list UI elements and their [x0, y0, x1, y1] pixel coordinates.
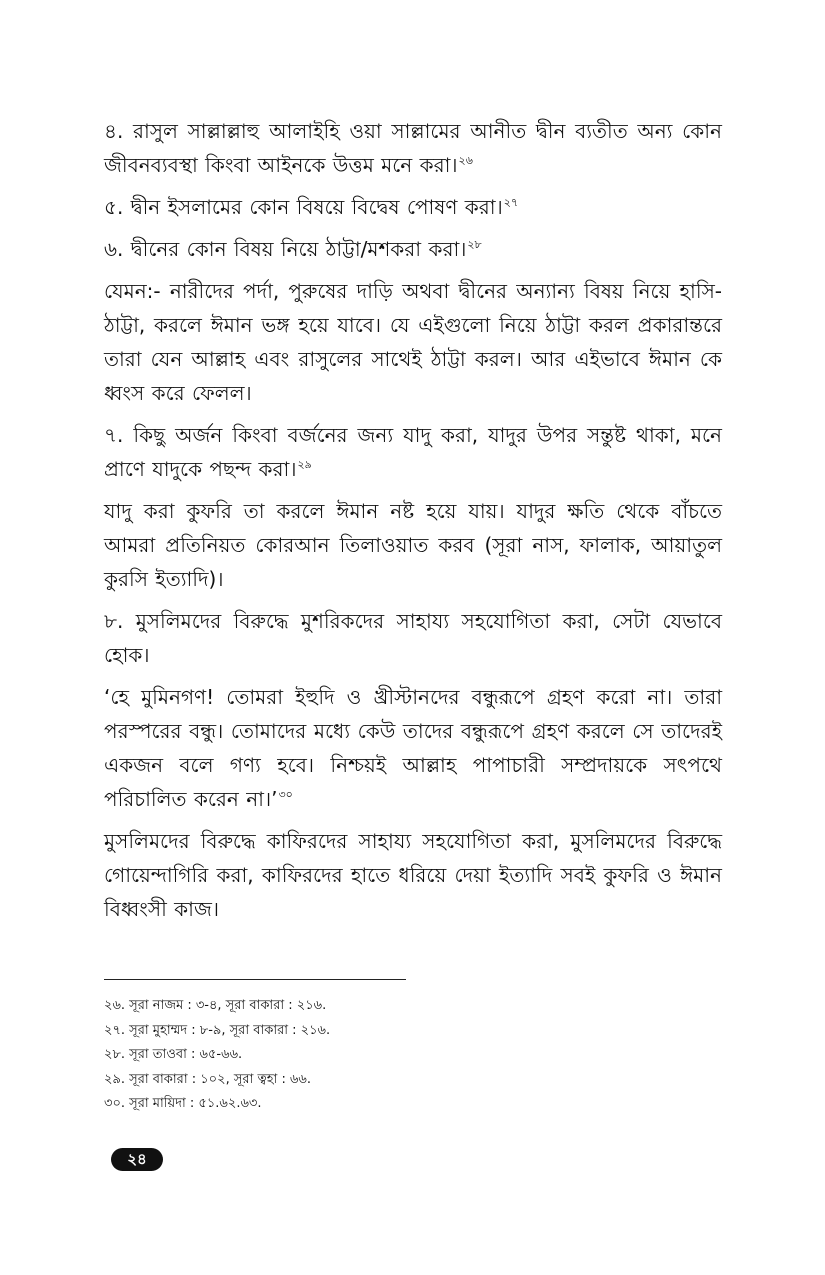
paragraph-point-8 [104, 604, 722, 672]
paragraph-magic [104, 494, 722, 596]
footnote-28: ২৮. সূরা তাওবা : ৬৫-৬৬. [104, 1047, 243, 1062]
footnote-ref[interactable]: ২৮ [467, 238, 482, 252]
footnote-27: ২৭. সূরা মুহাম্মদ : ৮-৯, সূরা বাকারা : ২১৬. [104, 1022, 331, 1038]
footnote-list [104, 994, 604, 1117]
footnote-ref[interactable]: ২৬ [458, 154, 473, 168]
paragraph-text: ‘হে মুমিনগণ! তোমরা ইহুদি ও খ্রীস্টানদের বন্ধুরূপে গ্রহণ করো না। তারা পরস্পরের বন্ধু। তোমাদের মধ্যে কেউ তাদের বন্ধুরূপে গ্রহণ করলে সে তাদেরই একজন বলে গণ্য হবে। নিশ্চয়ই আল্লাহ পাপাচারী সম্প্রদায়কে সৎপথে পরিচালিত করেন না।’ [104, 685, 722, 811]
footnote-26: ২৬. সূরা নাজম : ৩-৪, সূরা বাকারা : ২১৬. [104, 998, 327, 1013]
paragraph-point-7 [104, 418, 722, 486]
footnote-ref[interactable]: ২৯ [297, 458, 312, 472]
paragraph-text: ৪. রাসুল সাল্লাল্লাহু আলাইহি ওয়া সাল্লামের আনীত দ্বীন ব্যতীত অন্য কোন জীবনব্যবস্থা কিংবা আইনকে উত্তম মনে করা। [104, 119, 722, 177]
footnote-ref[interactable]: ৩০ [278, 788, 293, 802]
paragraph-text: মুসলিমদের বিরুদ্ধে কাফিরদের সাহায্য সহযোগিতা করা, মুসলিমদের বিরুদ্ধে গোয়েন্দাগিরি করা, কাফিরদের হাতে ধরিয়ে দেয়া ইত্যাদি সবই কুফরি ও ঈমান বিধ্বংসী কাজ। [104, 829, 722, 921]
footnote-divider [104, 979, 406, 980]
paragraph-quote [104, 680, 722, 816]
paragraph-text: যাদু করা কুফরি তা করলে ঈমান নষ্ট হয়ে যায়। যাদুর ক্ষতি থেকে বাঁচতে আমরা প্রতিনিয়ত কোরআন তিলাওয়াত করব (সূরা নাস, ফালাক, আয়াতুল কুরসি ইত্যাদি)। [104, 499, 722, 591]
paragraph-text: ৬. দ্বীনের কোন বিষয় নিয়ে ঠাট্টা/মশকরা করা। [104, 237, 467, 261]
paragraph-text: ৮. মুসলিমদের বিরুদ্ধে মুশরিকদের সাহায্য সহযোগিতা করা, সেটা যেভাবে হোক। [104, 609, 722, 667]
paragraph-text: ৭. কিছু অর্জন কিংবা বর্জনের জন্য যাদু করা, যাদুর উপর সন্তুষ্ট থাকা, মনে প্রাণে যাদুকে পছন্দ করা। [104, 423, 722, 481]
paragraph-text: যেমন:- নারীদের পর্দা, পুরুষের দাড়ি অথবা দ্বীনের অন্যান্য বিষয় নিয়ে হাসি-ঠাট্টা, করলে ঈমান ভঙ্গ হয়ে যাবে। যে এইগুলো নিয়ে ঠাট্টা করল প্রকারান্তরে তারা যেন আল্লাহ এবং রাসুলের সাথেই ঠাট্টা করল। আর এইভাবে ঈমান কে ধ্বংস করে ফেলল। [104, 279, 722, 405]
paragraph-example [104, 274, 722, 410]
main-text [104, 114, 722, 934]
page-number-badge: ২৪ [111, 1148, 163, 1171]
paragraph-point-5 [104, 190, 722, 224]
paragraph-conclusion [104, 824, 722, 926]
paragraph-point-4 [104, 114, 722, 182]
footnote-29: ২৯. সূরা বাকারা : ১০২, সূরা ত্বহা : ৬৬. [104, 1071, 312, 1087]
paragraph-point-6 [104, 232, 722, 266]
paragraph-text: ৫. দ্বীন ইসলামের কোন বিষয়ে বিদ্বেষ পোষণ করা। [104, 195, 503, 219]
footnote-30: ৩০. সূরা মায়িদা : ৫১.৬২.৬৩. [104, 1096, 262, 1111]
footnote-ref[interactable]: ২৭ [503, 196, 519, 210]
